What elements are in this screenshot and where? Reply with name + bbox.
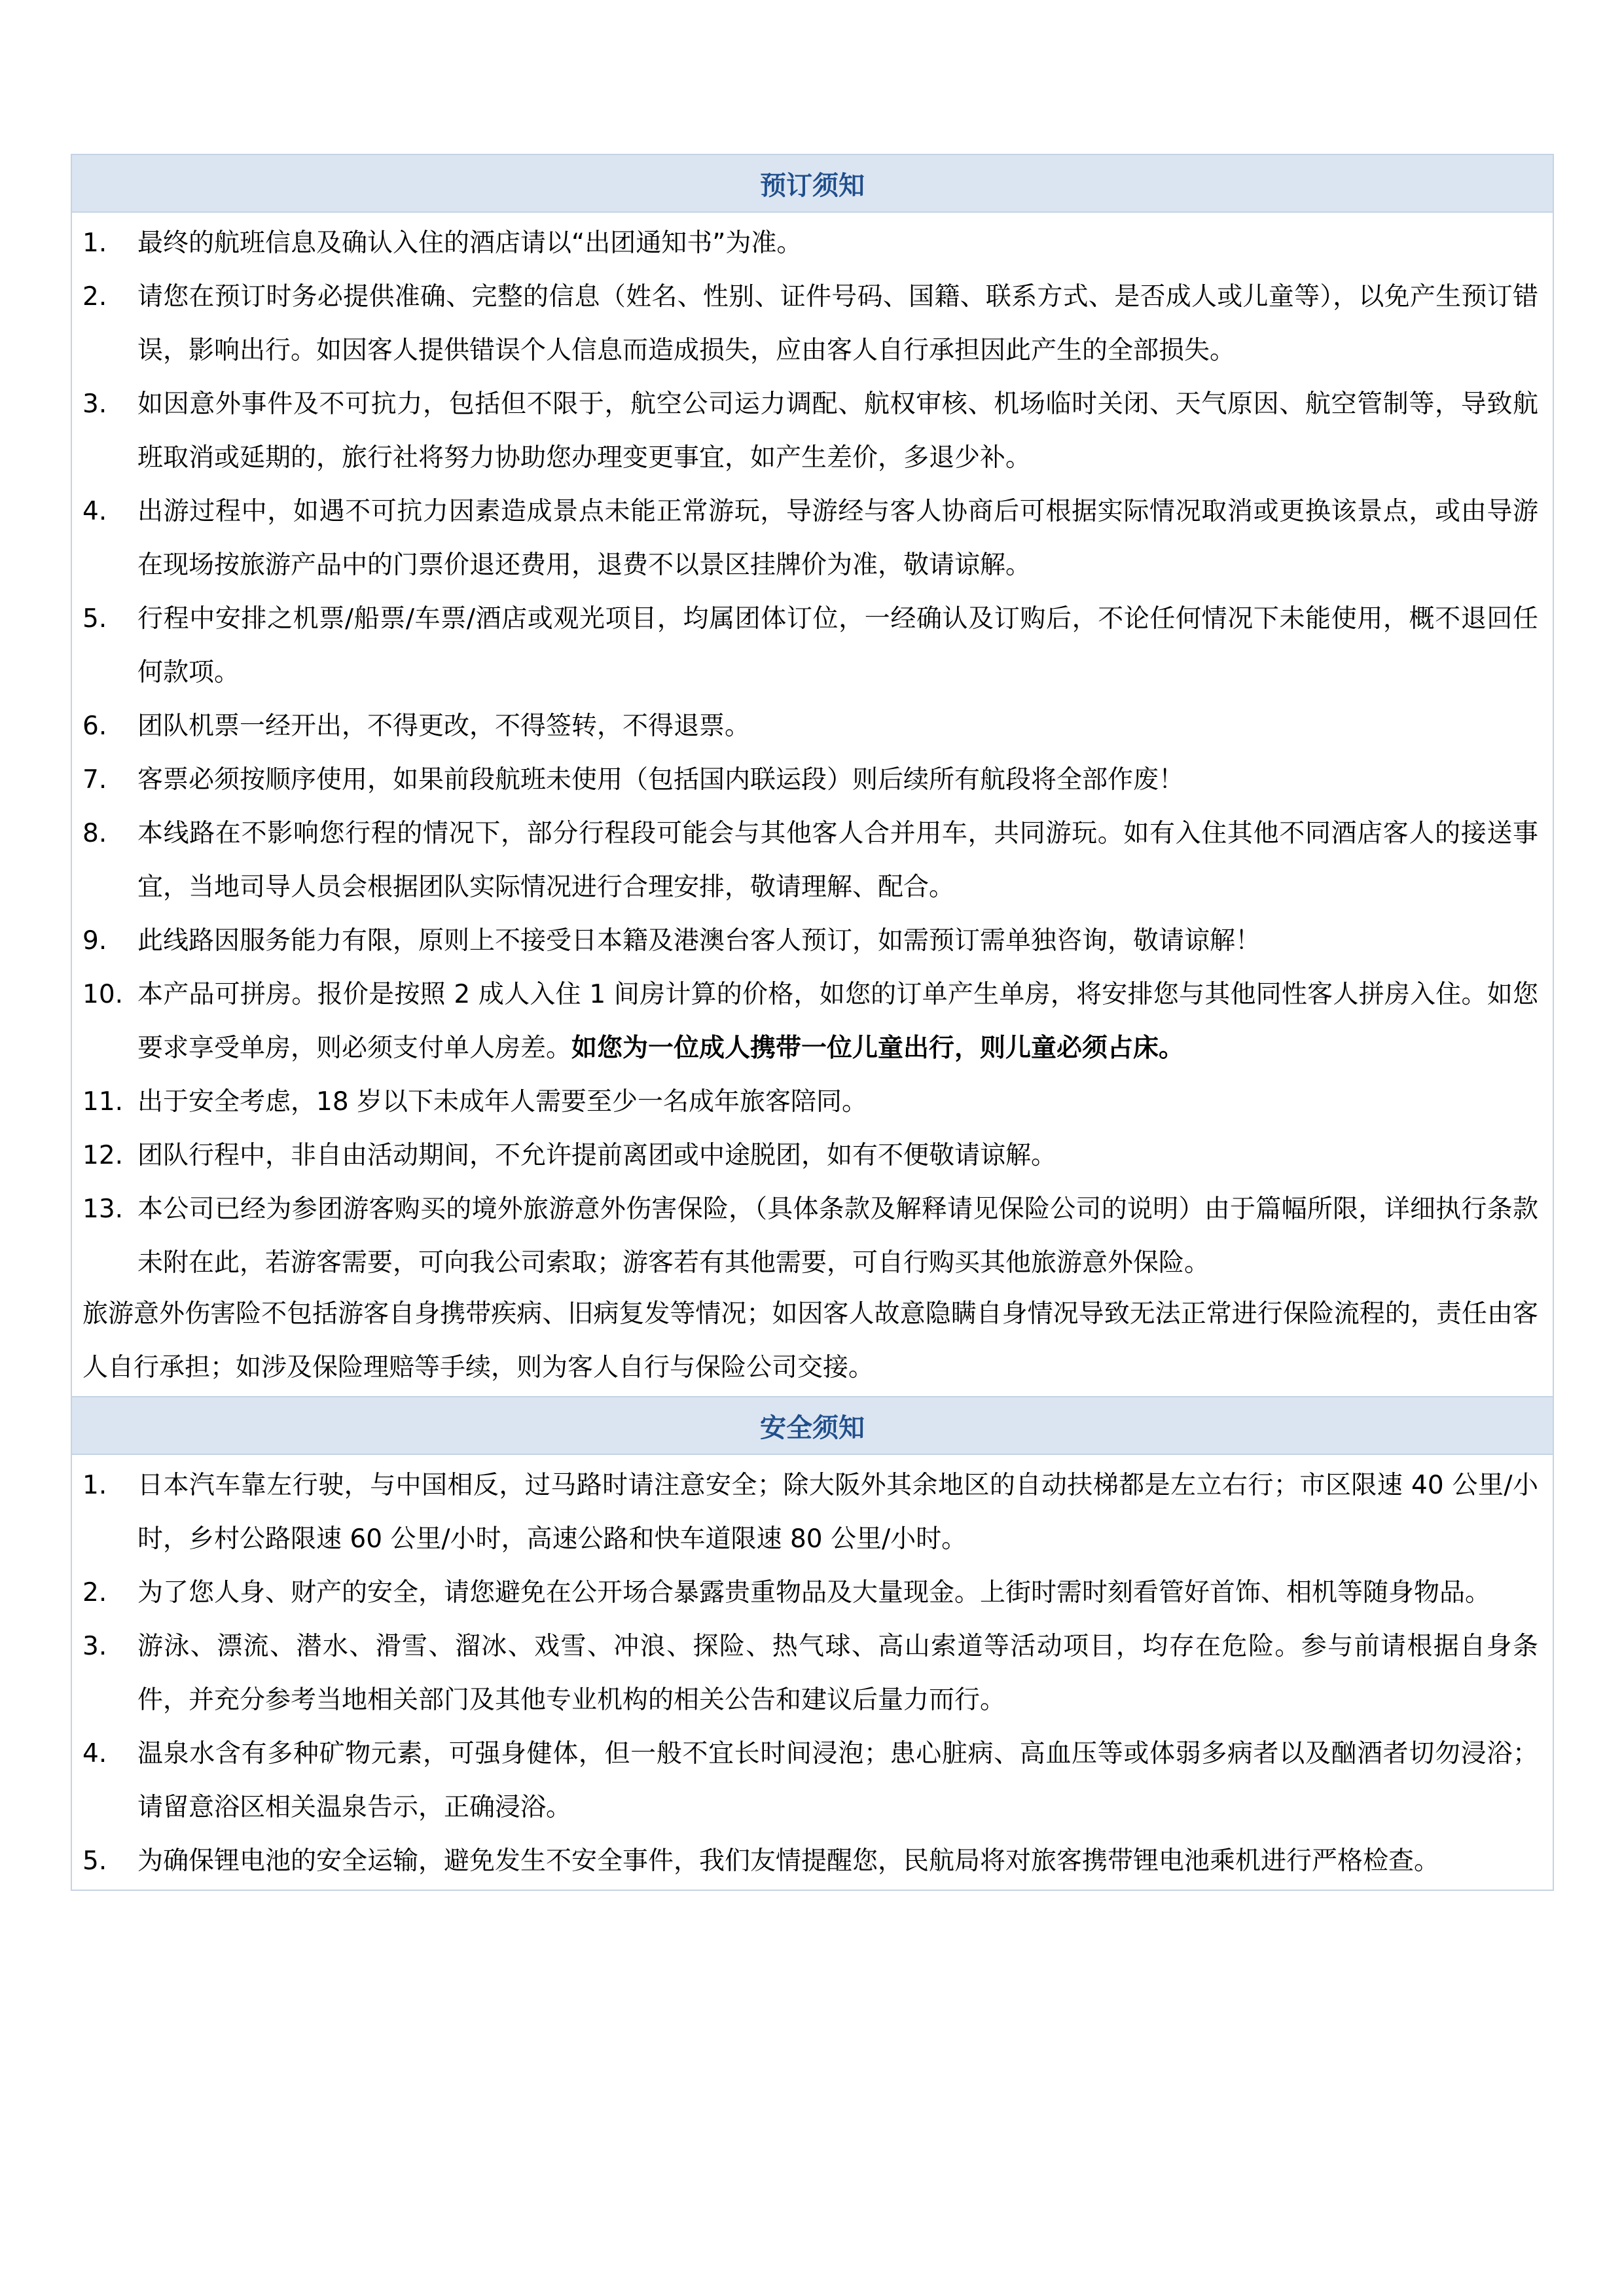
item-number: 2.: [82, 1578, 107, 1607]
item-text: 游泳、漂流、潜水、滑雪、溜冰、戏雪、冲浪、探险、热气球、高山索道等活动项目，均存在危险。参与前请根据自身条件，并充分参考当地相关部门及其他专业机构的相关公告和建议后量力而行。: [137, 1632, 1538, 1715]
item-text: 出游过程中，如遇不可抗力因素造成景点未能正常游玩，导游经与客人协商后可根据实际情况取消或更换该景点，或由导游在现场按旅游产品中的门票价退还费用，退费不以景区挂牌价为准，敬请谅解。: [137, 497, 1538, 580]
list-item: [82, 1129, 1538, 1183]
item-text: 此线路因服务能力有限，原则上不接受日本籍及港澳台客人预订，如需预订需单独咨询，敬请谅解！: [137, 926, 1261, 956]
item-text: 团队行程中，非自由活动期间，不允许提前离团或中途脱团，如有不便敬请谅解。: [137, 1141, 1057, 1170]
list-item: [82, 1459, 1538, 1566]
item-number: 3.: [82, 389, 107, 419]
list-item: [82, 485, 1538, 592]
insurance-note: 旅游意外伤害险不包括游客自身携带疾病、旧病复发等情况；如因客人故意隐瞒自身情况导致无法正常进行保险流程的，责任由客人自行承担；如涉及保险理赔等手续，则为客人自行与保险公司交接。: [82, 1299, 1538, 1382]
list-item: [82, 968, 1538, 1075]
list-item: [82, 1075, 1538, 1129]
item-text: 本公司已经为参团游客购买的境外旅游意外伤害保险，（具体条款及解释请见保险公司的说明）由于篇幅所限，详细执行条款未附在此，若游客需要，可向我公司索取；游客若有其他需要，可自行购买其他旅游意外保险。: [137, 1194, 1538, 1278]
safety-notice-header: 安全须知: [72, 1396, 1553, 1455]
item-text: 客票必须按顺序使用，如果前段航班未使用（包括国内联运段）则后续所有航段将全部作废！: [137, 765, 1185, 795]
list-item: [82, 1835, 1538, 1888]
item-number: 4.: [82, 1739, 107, 1768]
item-number: 1.: [82, 1471, 107, 1500]
item-text: 为确保锂电池的安全运输，避免发生不安全事件，我们友情提醒您，民航局将对旅客携带锂电池乘机进行严格检查。: [137, 1846, 1440, 1876]
list-item: [82, 378, 1538, 485]
list-item: [82, 1183, 1538, 1290]
item-number: 13.: [82, 1194, 124, 1224]
item-text: 团队机票一经开出，不得更改，不得签转，不得退票。: [137, 711, 751, 741]
booking-notice-header: 预订须知: [72, 155, 1553, 213]
item-text: 为了您人身、财产的安全，请您避免在公开场合暴露贵重物品及大量现金。上街时需时刻看管好首饰、相机等随身物品。: [137, 1578, 1491, 1607]
item-number: 2.: [82, 282, 107, 312]
item-number: 11.: [82, 1087, 124, 1117]
item-number: 1.: [82, 228, 107, 258]
item-number: 6.: [82, 711, 107, 741]
item-number: 9.: [82, 926, 107, 956]
safety-notice-list: [72, 1455, 1553, 1890]
list-item: [82, 807, 1538, 914]
item-number: 5.: [82, 604, 107, 634]
notice-table: [71, 154, 1554, 1891]
item-text: 本线路在不影响您行程的情况下，部分行程段可能会与其他客人合并用车，共同游玩。如有入住其他不同酒店客人的接送事宜，当地司导人员会根据团队实际情况进行合理安排，敬请理解、配合。: [137, 819, 1538, 902]
item-text: 温泉水含有多种矿物元素，可强身健体，但一般不宜长时间浸泡；患心脏病、高血压等或体弱多病者以及酗酒者切勿浸浴；请留意浴区相关温泉告示，正确浸浴。: [137, 1739, 1538, 1822]
item-number: 5.: [82, 1846, 107, 1876]
item-text: 行程中安排之机票/船票/车票/酒店或观光项目，均属团体订位，一经确认及订购后，不论任何情况下未能使用，概不退回任何款项。: [137, 604, 1538, 687]
item-text: 日本汽车靠左行驶，与中国相反，过马路时请注意安全；除大阪外其余地区的自动扶梯都是左立右行；市区限速 40 公里/小时，乡村公路限速 60 公里/小时，高速公路和快车道限速 80 公里/小时。: [137, 1471, 1538, 1554]
list-item: [82, 1727, 1538, 1835]
list-item: [82, 217, 1538, 270]
item-text: 本产品可拼房。报价是按照 2 成人入住 1 间房计算的价格，如您的订单产生单房，将安排您与其他同性客人拼房入住。如您要求享受单房，则必须支付单人房差。: [137, 980, 1538, 1063]
item-number: 12.: [82, 1141, 124, 1170]
list-item: [82, 1566, 1538, 1620]
list-item: [82, 914, 1538, 968]
list-item: [82, 592, 1538, 700]
booking-notice-list: [72, 213, 1553, 1396]
item-text: 如因意外事件及不可抗力，包括但不限于，航空公司运力调配、航权审核、机场临时关闭、天气原因、航空管制等，导致航班取消或延期的，旅行社将努力协助您办理变更事宜，如产生差价，多退少补。: [137, 389, 1538, 473]
item-text: 出于安全考虑，18 岁以下未成年人需要至少一名成年旅客陪同。: [137, 1087, 868, 1117]
item-text: 请您在预订时务必提供准确、完整的信息（姓名、性别、证件号码、国籍、联系方式、是否成人或儿童等），以免产生预订错误，影响出行。如因客人提供错误个人信息而造成损失，应由客人自行承担因此产生的全部损失。: [137, 282, 1538, 365]
item-text: 最终的航班信息及确认入住的酒店请以“出团通知书”为准。: [137, 228, 803, 258]
item-number: 3.: [82, 1632, 107, 1661]
list-item: [82, 700, 1538, 753]
item-number: 7.: [82, 765, 107, 795]
list-item: [82, 1620, 1538, 1727]
item-text-bold: 如您为一位成人携带一位儿童出行，则儿童必须占床。: [571, 1033, 1185, 1063]
item-number: 4.: [82, 497, 107, 526]
list-item: [82, 753, 1538, 807]
list-item: [82, 270, 1538, 378]
item-text-wrapper: [137, 968, 1538, 1075]
item-number: 10.: [82, 980, 124, 1009]
item-number: 8.: [82, 819, 107, 848]
